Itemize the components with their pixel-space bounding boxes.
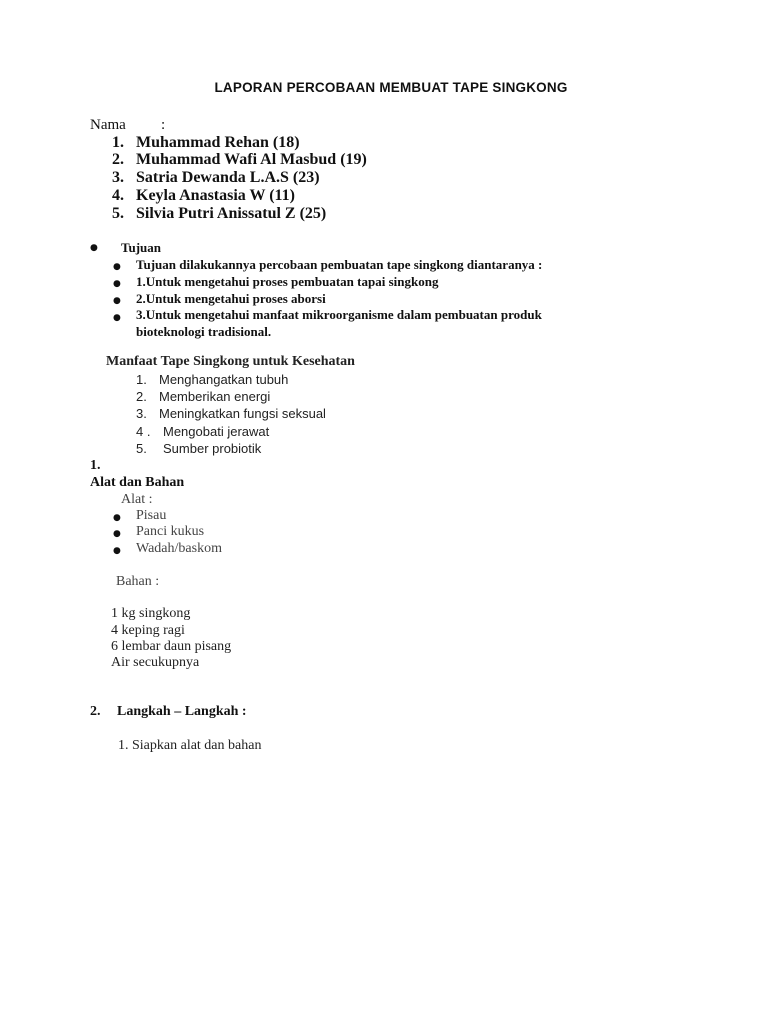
langkah-heading: Langkah – Langkah : <box>117 704 247 719</box>
bullet-icon: ● <box>113 513 121 523</box>
alat-item: Wadah/baskom <box>136 541 222 556</box>
bullet-icon: ● <box>90 243 98 253</box>
alat-item: Panci kukus <box>136 524 205 539</box>
member-number: 4. <box>112 187 124 204</box>
bahan-label: Bahan : <box>116 574 160 589</box>
member-name: Keyla Anastasia W (11) <box>136 187 295 204</box>
member-name: Muhammad Rehan (18) <box>136 134 300 151</box>
member-name: Satria Dewanda L.A.S (23) <box>136 169 320 186</box>
manfaat-number: 4 . <box>136 424 151 439</box>
bullet-icon: ● <box>113 262 121 272</box>
tujuan-item-continued: bioteknologi tradisional. <box>136 324 272 339</box>
bahan-item: 1 kg singkong <box>111 606 191 621</box>
tujuan-item: 3.Untuk mengetahui manfaat mikroorganisme dalam pembuatan produk <box>136 307 542 322</box>
alat-bahan-heading: Alat dan Bahan <box>90 475 185 490</box>
section-number: 2. <box>90 704 101 719</box>
bahan-item: 4 keping ragi <box>111 623 185 638</box>
bullet-icon: ● <box>113 546 121 556</box>
member-name: Silvia Putri Anissatul Z (25) <box>136 205 327 222</box>
tujuan-item: 1.Untuk mengetahui proses pembuatan tapai singkong <box>136 274 439 289</box>
manfaat-number: 2. <box>136 389 147 404</box>
manfaat-item: Menghangatkan tubuh <box>159 372 289 387</box>
section-number: 1. <box>90 458 101 473</box>
nama-label: Nama <box>90 117 126 133</box>
member-number: 1. <box>112 134 124 151</box>
manfaat-item: Sumber probiotik <box>163 441 262 456</box>
manfaat-item: Mengobati jerawat <box>163 424 270 439</box>
manfaat-item: Meningkatkan fungsi seksual <box>159 406 326 421</box>
bahan-item: Air secukupnya <box>111 655 200 670</box>
manfaat-number: 5. <box>136 441 147 456</box>
tujuan-item: 2.Untuk mengetahui proses aborsi <box>136 291 326 306</box>
member-number: 5. <box>112 205 124 222</box>
manfaat-number: 1. <box>136 372 147 387</box>
nama-colon: : <box>161 117 166 133</box>
bahan-item: 6 lembar daun pisang <box>111 639 232 654</box>
member-number: 3. <box>112 169 124 186</box>
member-name: Muhammad Wafi Al Masbud (19) <box>136 151 367 168</box>
document-title: LAPORAN PERCOBAAN MEMBUAT TAPE SINGKONG <box>214 80 568 95</box>
langkah-step: 1. Siapkan alat dan bahan <box>118 738 262 753</box>
bullet-icon: ● <box>113 529 121 539</box>
tujuan-item: Tujuan dilakukannya percobaan pembuatan tape singkong diantaranya : <box>136 257 543 272</box>
alat-label: Alat : <box>121 492 153 507</box>
member-number: 2. <box>112 151 124 168</box>
manfaat-item: Memberikan energi <box>159 389 271 404</box>
tujuan-heading: Tujuan <box>121 240 161 255</box>
bullet-icon: ● <box>113 313 121 323</box>
manfaat-number: 3. <box>136 406 147 421</box>
alat-item: Pisau <box>136 508 167 523</box>
manfaat-heading: Manfaat Tape Singkong untuk Kesehatan <box>106 354 355 369</box>
bullet-icon: ● <box>113 279 121 289</box>
bullet-icon: ● <box>113 296 121 306</box>
